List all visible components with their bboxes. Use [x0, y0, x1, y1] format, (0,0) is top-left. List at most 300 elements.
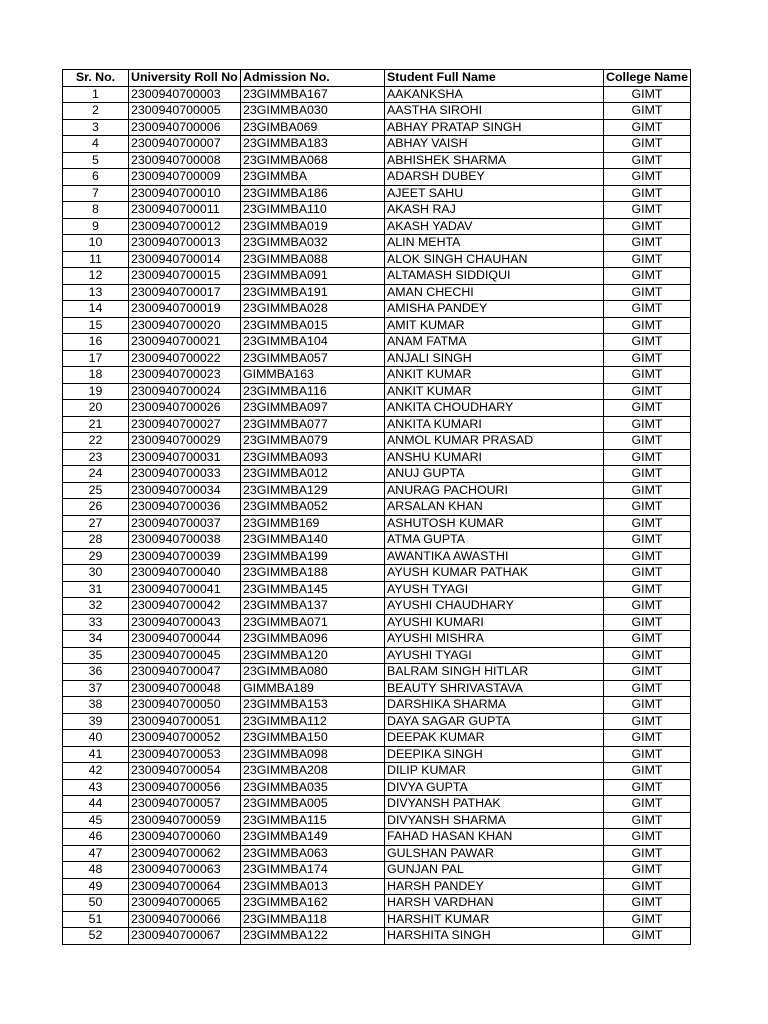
student-name-cell: ABHAY VAISH — [385, 136, 604, 153]
table-row — [63, 598, 691, 615]
student-name-cell: DAYA SAGAR GUPTA — [385, 713, 604, 730]
admission-no-cell: 23GIMMBA120 — [241, 647, 385, 664]
admission-no-cell: 23GIMMBA030 — [241, 103, 385, 120]
sr-no-cell: 12 — [63, 268, 129, 285]
college-name-cell: GIMT — [604, 878, 691, 895]
student-name-cell: ANAM FATMA — [385, 334, 604, 351]
roll-no-cell: 2300940700059 — [129, 812, 241, 829]
table-row — [63, 878, 691, 895]
roll-no-cell: 2300940700051 — [129, 713, 241, 730]
college-name-cell: GIMT — [604, 614, 691, 631]
admission-no-cell: 23GIMMBA191 — [241, 284, 385, 301]
admission-no-cell: 23GIMMBA079 — [241, 433, 385, 450]
sr-no-cell: 19 — [63, 383, 129, 400]
student-name-cell: DIVYA GUPTA — [385, 779, 604, 796]
college-name-cell: GIMT — [604, 367, 691, 384]
table-row — [63, 482, 691, 499]
table-row — [63, 779, 691, 796]
roll-no-cell: 2300940700056 — [129, 779, 241, 796]
roll-no-cell: 2300940700062 — [129, 845, 241, 862]
college-name-cell: GIMT — [604, 350, 691, 367]
roll-no-cell: 2300940700048 — [129, 680, 241, 697]
roll-no-cell: 2300940700065 — [129, 895, 241, 912]
admission-no-cell: 23GIMMBA — [241, 169, 385, 186]
student-name-cell: AYUSHI CHAUDHARY — [385, 598, 604, 615]
admission-no-cell: 23GIMMBA122 — [241, 928, 385, 945]
admission-no-cell: 23GIMMBA057 — [241, 350, 385, 367]
table-row — [63, 614, 691, 631]
sr-no-cell: 8 — [63, 202, 129, 219]
roll-no-cell: 2300940700014 — [129, 251, 241, 268]
college-name-cell: GIMT — [604, 218, 691, 235]
student-name-cell: GULSHAN PAWAR — [385, 845, 604, 862]
college-name-cell: GIMT — [604, 911, 691, 928]
college-name-cell: GIMT — [604, 499, 691, 516]
college-name-cell: GIMT — [604, 532, 691, 549]
college-name-cell: GIMT — [604, 928, 691, 945]
college-name-cell: GIMT — [604, 829, 691, 846]
table-row — [63, 862, 691, 879]
college-name-cell: GIMT — [604, 103, 691, 120]
roll-no-cell: 2300940700040 — [129, 565, 241, 582]
student-name-cell: AKASH YADAV — [385, 218, 604, 235]
roll-no-cell: 2300940700003 — [129, 86, 241, 103]
admission-no-cell: 23GIMMBA052 — [241, 499, 385, 516]
table-row — [63, 812, 691, 829]
header-sr-no: Sr. No. — [63, 70, 129, 87]
roll-no-cell: 2300940700037 — [129, 515, 241, 532]
student-name-cell: ALIN MEHTA — [385, 235, 604, 252]
header-college-name: College Name — [604, 70, 691, 87]
sr-no-cell: 11 — [63, 251, 129, 268]
sr-no-cell: 1 — [63, 86, 129, 103]
sr-no-cell: 13 — [63, 284, 129, 301]
admission-no-cell: 23GIMMBA167 — [241, 86, 385, 103]
college-name-cell: GIMT — [604, 548, 691, 565]
sr-no-cell: 48 — [63, 862, 129, 879]
sr-no-cell: 45 — [63, 812, 129, 829]
table-row — [63, 416, 691, 433]
table-row — [63, 664, 691, 681]
roll-no-cell: 2300940700039 — [129, 548, 241, 565]
college-name-cell: GIMT — [604, 730, 691, 747]
student-name-cell: ABHISHEK SHARMA — [385, 152, 604, 169]
sr-no-cell: 21 — [63, 416, 129, 433]
college-name-cell: GIMT — [604, 317, 691, 334]
admission-no-cell: 23GIMMBA153 — [241, 697, 385, 714]
sr-no-cell: 41 — [63, 746, 129, 763]
student-name-cell: BEAUTY SHRIVASTAVA — [385, 680, 604, 697]
college-name-cell: GIMT — [604, 449, 691, 466]
roll-no-cell: 2300940700023 — [129, 367, 241, 384]
admission-no-cell: 23GIMMBA091 — [241, 268, 385, 285]
roll-no-cell: 2300940700010 — [129, 185, 241, 202]
student-name-cell: AKASH RAJ — [385, 202, 604, 219]
student-name-cell: ADARSH DUBEY — [385, 169, 604, 186]
roll-no-cell: 2300940700008 — [129, 152, 241, 169]
table-row — [63, 763, 691, 780]
table-row — [63, 466, 691, 483]
roll-no-cell: 2300940700042 — [129, 598, 241, 615]
roll-no-cell: 2300940700036 — [129, 499, 241, 516]
table-row — [63, 202, 691, 219]
sr-no-cell: 27 — [63, 515, 129, 532]
sr-no-cell: 26 — [63, 499, 129, 516]
sr-no-cell: 20 — [63, 400, 129, 417]
student-name-cell: DILIP KUMAR — [385, 763, 604, 780]
college-name-cell: GIMT — [604, 647, 691, 664]
roll-no-cell: 2300940700066 — [129, 911, 241, 928]
table-row — [63, 334, 691, 351]
roll-no-cell: 2300940700038 — [129, 532, 241, 549]
admission-no-cell: 23GIMMBA096 — [241, 631, 385, 648]
admission-no-cell: 23GIMMBA019 — [241, 218, 385, 235]
sr-no-cell: 22 — [63, 433, 129, 450]
admission-no-cell: 23GIMMBA093 — [241, 449, 385, 466]
table-row — [63, 532, 691, 549]
student-name-cell: ALTAMASH SIDDIQUI — [385, 268, 604, 285]
roll-no-cell: 2300940700015 — [129, 268, 241, 285]
college-name-cell: GIMT — [604, 796, 691, 813]
table-row — [63, 581, 691, 598]
student-name-cell: HARSHIT KUMAR — [385, 911, 604, 928]
table-row — [63, 185, 691, 202]
roll-no-cell: 2300940700067 — [129, 928, 241, 945]
student-name-cell: AASTHA SIROHI — [385, 103, 604, 120]
student-name-cell: DIVYANSH SHARMA — [385, 812, 604, 829]
admission-no-cell: 23GIMMBA208 — [241, 763, 385, 780]
sr-no-cell: 7 — [63, 185, 129, 202]
college-name-cell: GIMT — [604, 152, 691, 169]
sr-no-cell: 24 — [63, 466, 129, 483]
roll-no-cell: 2300940700053 — [129, 746, 241, 763]
roll-no-cell: 2300940700050 — [129, 697, 241, 714]
student-name-cell: AYUSHI TYAGI — [385, 647, 604, 664]
college-name-cell: GIMT — [604, 334, 691, 351]
sr-no-cell: 40 — [63, 730, 129, 747]
table-row — [63, 136, 691, 153]
college-name-cell: GIMT — [604, 284, 691, 301]
student-name-cell: AWANTIKA AWASTHI — [385, 548, 604, 565]
roll-no-cell: 2300940700054 — [129, 763, 241, 780]
college-name-cell: GIMT — [604, 598, 691, 615]
college-name-cell: GIMT — [604, 202, 691, 219]
student-name-cell: ANKITA KUMARI — [385, 416, 604, 433]
student-name-cell: GUNJAN PAL — [385, 862, 604, 879]
college-name-cell: GIMT — [604, 383, 691, 400]
college-name-cell: GIMT — [604, 812, 691, 829]
student-name-cell: ANUJ GUPTA — [385, 466, 604, 483]
header-admission-no: Admission No. — [241, 70, 385, 87]
college-name-cell: GIMT — [604, 301, 691, 318]
sr-no-cell: 15 — [63, 317, 129, 334]
student-name-cell: HARSHITA SINGH — [385, 928, 604, 945]
admission-no-cell: 23GIMMBA104 — [241, 334, 385, 351]
student-list-table — [62, 69, 691, 945]
table-row — [63, 235, 691, 252]
table-row — [63, 647, 691, 664]
sr-no-cell: 23 — [63, 449, 129, 466]
student-name-cell: AJEET SAHU — [385, 185, 604, 202]
college-name-cell: GIMT — [604, 845, 691, 862]
college-name-cell: GIMT — [604, 251, 691, 268]
college-name-cell: GIMT — [604, 169, 691, 186]
roll-no-cell: 2300940700029 — [129, 433, 241, 450]
student-name-cell: ATMA GUPTA — [385, 532, 604, 549]
student-name-cell: AMAN CHECHI — [385, 284, 604, 301]
sr-no-cell: 46 — [63, 829, 129, 846]
sr-no-cell: 51 — [63, 911, 129, 928]
admission-no-cell: 23GIMMBA186 — [241, 185, 385, 202]
roll-no-cell: 2300940700064 — [129, 878, 241, 895]
table-row — [63, 746, 691, 763]
table-row — [63, 548, 691, 565]
sr-no-cell: 28 — [63, 532, 129, 549]
table-row — [63, 928, 691, 945]
sr-no-cell: 38 — [63, 697, 129, 714]
roll-no-cell: 2300940700007 — [129, 136, 241, 153]
table-row — [63, 284, 691, 301]
table-row — [63, 367, 691, 384]
roll-no-cell: 2300940700022 — [129, 350, 241, 367]
roll-no-cell: 2300940700020 — [129, 317, 241, 334]
roll-no-cell: 2300940700060 — [129, 829, 241, 846]
admission-no-cell: 23GIMBA069 — [241, 119, 385, 136]
roll-no-cell: 2300940700013 — [129, 235, 241, 252]
admission-no-cell: 23GIMMBA063 — [241, 845, 385, 862]
sr-no-cell: 25 — [63, 482, 129, 499]
admission-no-cell: 23GIMMBA035 — [241, 779, 385, 796]
college-name-cell: GIMT — [604, 235, 691, 252]
roll-no-cell: 2300940700011 — [129, 202, 241, 219]
sr-no-cell: 32 — [63, 598, 129, 615]
table-row — [63, 218, 691, 235]
admission-no-cell: 23GIMMBA137 — [241, 598, 385, 615]
admission-no-cell: 23GIMMBA118 — [241, 911, 385, 928]
college-name-cell: GIMT — [604, 631, 691, 648]
sr-no-cell: 39 — [63, 713, 129, 730]
header-student-full-name: Student Full Name — [385, 70, 604, 87]
sr-no-cell: 30 — [63, 565, 129, 582]
college-name-cell: GIMT — [604, 400, 691, 417]
roll-no-cell: 2300940700017 — [129, 284, 241, 301]
college-name-cell: GIMT — [604, 433, 691, 450]
student-name-cell: ANSHU KUMARI — [385, 449, 604, 466]
college-name-cell: GIMT — [604, 565, 691, 582]
sr-no-cell: 44 — [63, 796, 129, 813]
admission-no-cell: 23GIMMBA110 — [241, 202, 385, 219]
student-name-cell: AYUSHI KUMARI — [385, 614, 604, 631]
student-name-cell: AYUSH KUMAR PATHAK — [385, 565, 604, 582]
roll-no-cell: 2300940700006 — [129, 119, 241, 136]
admission-no-cell: 23GIMMBA140 — [241, 532, 385, 549]
college-name-cell: GIMT — [604, 466, 691, 483]
admission-no-cell: 23GIMMBA162 — [241, 895, 385, 912]
sr-no-cell: 31 — [63, 581, 129, 598]
student-name-cell: AYUSHI MISHRA — [385, 631, 604, 648]
sr-no-cell: 3 — [63, 119, 129, 136]
admission-no-cell: 23GIMMBA005 — [241, 796, 385, 813]
admission-no-cell: 23GIMMBA112 — [241, 713, 385, 730]
admission-no-cell: 23GIMMBA098 — [241, 746, 385, 763]
sr-no-cell: 2 — [63, 103, 129, 120]
admission-no-cell: 23GIMMBA116 — [241, 383, 385, 400]
sr-no-cell: 50 — [63, 895, 129, 912]
table-row — [63, 845, 691, 862]
table-row — [63, 631, 691, 648]
college-name-cell: GIMT — [604, 779, 691, 796]
sr-no-cell: 14 — [63, 301, 129, 318]
student-name-cell: BALRAM SINGH HITLAR — [385, 664, 604, 681]
roll-no-cell: 2300940700033 — [129, 466, 241, 483]
table-row — [63, 86, 691, 103]
roll-no-cell: 2300940700005 — [129, 103, 241, 120]
table-row — [63, 400, 691, 417]
student-name-cell: ANURAG PACHOURI — [385, 482, 604, 499]
student-name-cell: ANKIT KUMAR — [385, 367, 604, 384]
sr-no-cell: 33 — [63, 614, 129, 631]
college-name-cell: GIMT — [604, 268, 691, 285]
admission-no-cell: 23GIMMBA115 — [241, 812, 385, 829]
student-name-cell: ABHAY PRATAP SINGH — [385, 119, 604, 136]
college-name-cell: GIMT — [604, 185, 691, 202]
college-name-cell: GIMT — [604, 86, 691, 103]
roll-no-cell: 2300940700026 — [129, 400, 241, 417]
college-name-cell: GIMT — [604, 763, 691, 780]
table-row — [63, 152, 691, 169]
table-row — [63, 515, 691, 532]
table-row — [63, 350, 691, 367]
admission-no-cell: 23GIMMBA088 — [241, 251, 385, 268]
sr-no-cell: 6 — [63, 169, 129, 186]
sr-no-cell: 5 — [63, 152, 129, 169]
student-name-cell: DARSHIKA SHARMA — [385, 697, 604, 714]
admission-no-cell: GIMMBA163 — [241, 367, 385, 384]
sr-no-cell: 18 — [63, 367, 129, 384]
admission-no-cell: 23GIMMBA188 — [241, 565, 385, 582]
roll-no-cell: 2300940700047 — [129, 664, 241, 681]
admission-no-cell: 23GIMMBA028 — [241, 301, 385, 318]
table-row — [63, 499, 691, 516]
sr-no-cell: 49 — [63, 878, 129, 895]
admission-no-cell: 23GIMMBA145 — [241, 581, 385, 598]
table-row — [63, 680, 691, 697]
roll-no-cell: 2300940700052 — [129, 730, 241, 747]
header-university-roll-no: University Roll No — [129, 70, 241, 87]
table-body — [63, 86, 691, 944]
sr-no-cell: 47 — [63, 845, 129, 862]
admission-no-cell: 23GIMMBA183 — [241, 136, 385, 153]
student-name-cell: DEEPAK KUMAR — [385, 730, 604, 747]
admission-no-cell: 23GIMMBA199 — [241, 548, 385, 565]
college-name-cell: GIMT — [604, 746, 691, 763]
college-name-cell: GIMT — [604, 697, 691, 714]
table-header-row — [63, 70, 691, 87]
student-name-cell: ARSALAN KHAN — [385, 499, 604, 516]
sr-no-cell: 16 — [63, 334, 129, 351]
student-name-cell: FAHAD HASAN KHAN — [385, 829, 604, 846]
sr-no-cell: 4 — [63, 136, 129, 153]
sr-no-cell: 10 — [63, 235, 129, 252]
sr-no-cell: 36 — [63, 664, 129, 681]
admission-no-cell: 23GIMMBA129 — [241, 482, 385, 499]
table-row — [63, 796, 691, 813]
admission-no-cell: 23GIMMB169 — [241, 515, 385, 532]
table-row — [63, 697, 691, 714]
college-name-cell: GIMT — [604, 581, 691, 598]
roll-no-cell: 2300940700031 — [129, 449, 241, 466]
roll-no-cell: 2300940700019 — [129, 301, 241, 318]
student-name-cell: ALOK SINGH CHAUHAN — [385, 251, 604, 268]
table-row — [63, 565, 691, 582]
sr-no-cell: 17 — [63, 350, 129, 367]
table-row — [63, 268, 691, 285]
table-row — [63, 713, 691, 730]
admission-no-cell: 23GIMMBA032 — [241, 235, 385, 252]
college-name-cell: GIMT — [604, 895, 691, 912]
admission-no-cell: 23GIMMBA097 — [241, 400, 385, 417]
admission-no-cell: 23GIMMBA174 — [241, 862, 385, 879]
sr-no-cell: 29 — [63, 548, 129, 565]
roll-no-cell: 2300940700012 — [129, 218, 241, 235]
roll-no-cell: 2300940700024 — [129, 383, 241, 400]
college-name-cell: GIMT — [604, 713, 691, 730]
student-name-cell: ANJALI SINGH — [385, 350, 604, 367]
student-name-cell: DIVYANSH PATHAK — [385, 796, 604, 813]
table-row — [63, 829, 691, 846]
student-name-cell: ASHUTOSH KUMAR — [385, 515, 604, 532]
roll-no-cell: 2300940700063 — [129, 862, 241, 879]
student-name-cell: AAKANKSHA — [385, 86, 604, 103]
college-name-cell: GIMT — [604, 416, 691, 433]
college-name-cell: GIMT — [604, 482, 691, 499]
sr-no-cell: 42 — [63, 763, 129, 780]
sr-no-cell: 37 — [63, 680, 129, 697]
admission-no-cell: 23GIMMBA015 — [241, 317, 385, 334]
roll-no-cell: 2300940700043 — [129, 614, 241, 631]
college-name-cell: GIMT — [604, 119, 691, 136]
student-name-cell: AYUSH TYAGI — [385, 581, 604, 598]
table-row — [63, 895, 691, 912]
sr-no-cell: 52 — [63, 928, 129, 945]
student-name-cell: HARSH VARDHAN — [385, 895, 604, 912]
roll-no-cell: 2300940700045 — [129, 647, 241, 664]
student-name-cell: AMISHA PANDEY — [385, 301, 604, 318]
table-row — [63, 911, 691, 928]
student-name-cell: AMIT KUMAR — [385, 317, 604, 334]
college-name-cell: GIMT — [604, 680, 691, 697]
table-row — [63, 449, 691, 466]
admission-no-cell: 23GIMMBA149 — [241, 829, 385, 846]
table-row — [63, 433, 691, 450]
college-name-cell: GIMT — [604, 136, 691, 153]
student-name-cell: ANKIT KUMAR — [385, 383, 604, 400]
student-name-cell: ANMOL KUMAR PRASAD — [385, 433, 604, 450]
sr-no-cell: 9 — [63, 218, 129, 235]
college-name-cell: GIMT — [604, 515, 691, 532]
table-row — [63, 169, 691, 186]
roll-no-cell: 2300940700057 — [129, 796, 241, 813]
roll-no-cell: 2300940700041 — [129, 581, 241, 598]
admission-no-cell: 23GIMMBA077 — [241, 416, 385, 433]
admission-no-cell: 23GIMMBA150 — [241, 730, 385, 747]
sr-no-cell: 34 — [63, 631, 129, 648]
table-row — [63, 301, 691, 318]
table-row — [63, 103, 691, 120]
admission-no-cell: 23GIMMBA013 — [241, 878, 385, 895]
table-row — [63, 383, 691, 400]
roll-no-cell: 2300940700021 — [129, 334, 241, 351]
